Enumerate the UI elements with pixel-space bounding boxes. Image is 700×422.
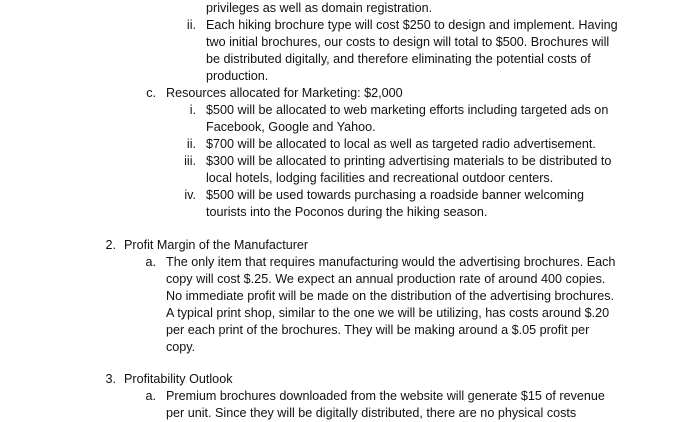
list-item-line: $700 will be allocated to local as well as targeted radio advertisement. [206,137,596,151]
list-item-line: production. [206,69,269,83]
list-item-line: Each hiking brochure type will cost $250 to design and implement. Having [206,18,618,32]
list-item-line: copy will cost $.25. We expect an annual production rate of around 400 copies. [166,272,606,286]
list-item-line: No immediate profit will be made on the distribution of the advertising brochures. [166,289,615,303]
list-item-line: Facebook, Google and Yahoo. [206,120,376,134]
list-item-line: copy. [166,340,196,354]
list-marker: ii. [186,137,196,151]
list-item-line: privileges as well as domain registration. [206,1,433,15]
list-item-line: $500 will be allocated to web marketing efforts including targeted ads on [206,103,609,117]
list-marker: a. [145,255,156,269]
list-item-line: two initial brochures, our costs to design will total to $500. Brochures will [206,35,610,49]
list-item-line: Premium brochures downloaded from the website will generate $15 of revenue [166,389,605,403]
list-item-line: be distributed digitally, and therefore eliminating the potential costs of [206,52,591,66]
section-number: 3. [105,372,116,386]
list-item-line: per unit. Since they will be digitally distributed, there are no physical costs [166,406,577,420]
list-marker: ii. [186,18,196,32]
list-item-line: A typical print shop, similar to the one we will be utilizing, has costs around $.20 [166,306,610,320]
list-item-line: local hotels, lodging facilities and recreational outdoor centers. [206,171,554,185]
list-marker: iv. [184,188,196,202]
list-marker: iii. [184,154,196,168]
list-item-line: $500 will be used towards purchasing a roadside banner welcoming [206,188,585,202]
section-heading: Profitability Outlook [124,372,233,386]
list-item-line: The only item that requires manufacturing would the advertising brochures. Each [166,255,616,269]
list-item-line: $300 will be allocated to printing advertising materials to be distributed to [206,154,612,168]
subsection-heading: Resources allocated for Marketing: $2,000 [166,86,403,100]
list-item-line: tourists into the Poconos during the hiking season. [206,205,488,219]
section-heading: Profit Margin of the Manufacturer [124,238,309,252]
list-marker: i. [189,103,196,117]
list-item-line: per each print of the brochures. They will be making around a $.05 profit per [166,323,590,337]
section-number: 2. [105,238,116,252]
list-marker: a. [145,389,156,403]
list-marker: c. [146,86,156,100]
